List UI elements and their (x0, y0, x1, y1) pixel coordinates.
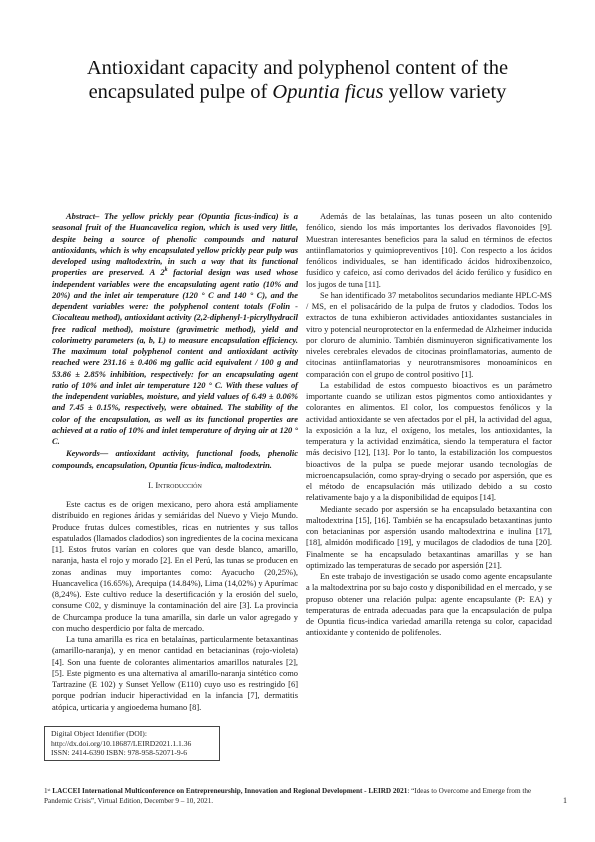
conference-footer (44, 787, 544, 806)
body-paragraph: La estabilidad de estos compuesto bioactivos es un parámetro importante cuando se utilizan estos pigmentos como antioxidantes y colorantes en alimentos. El color, los compuestos fenólicos y la actividad antioxidante se ven afectados por el pH, la actividad del agua, la exposición a la luz, el oxígeno, los metales, los antioxidantes, la temperatura y la actividad enzimática, siendo la temperatura el factor más decisivo [12], [13]. Por lo tanto, la estabilización los compuestos bioactivos de la pulpa se puede mejorar usando tecnologías de microencapsulación, como spray-drying o secado por aspersión, que es el método de encapsulación más utilizado debido a su costo relativamente bajo y a la disponibilidad de equipos [14]. (306, 379, 552, 503)
title-line-2-text: encapsulated pulpe of (88, 81, 273, 103)
footer-details: : “Ideas to Overcome and Emerge from the Pandemic Crisis”, Virtual Edition, December 9 – 10, 2021. (44, 787, 532, 805)
body-paragraph: Este cactus es de origen mexicano, pero ahora está ampliamente distribuido en regiones áridas y semiáridas del Nuevo y Viejo Mundo. Produce frutas dulces comestibles, ricas en nutrientes y sus tallos espatulados (llamados cladodios) son ingredientes de la cocina mexicana [1]. Estos frutos varían en colores que van desde blanco, amarillo, naranja, hasta el rojo y morado [2]. En el Perú, las tunas se producen en zonas andinas muy importantes como: Ayacucho (20,25%), Huancavelica (16.65%), Arequipa (14.84%), Lima (14,02%) y Apurímac (8,24%). Este cultivo reduce la desertificación y la erosión del suelo, consume C02, y disminuye la contaminación del aire [3]. La provincia de Churcampa produce la tuna amarilla, sin darle un valor agregado y con mucho desperdicio por falta de mercado. (52, 499, 299, 633)
section-title: Introducción (155, 479, 202, 490)
abstract-label: Abstract (66, 211, 96, 221)
page-number: 1 (563, 796, 567, 805)
keywords-text: –– antioxidant activity, functional foods, phenolic compounds, encapsulation, Opuntia ficus-indica, maltodextrin. (52, 448, 298, 470)
doi-label: Digital Object Identifier (DOI): (51, 729, 147, 738)
body-paragraph: Se han identificado 37 metabolitos secundarios mediante HPLC-MS / MS, en el polisacárido de la pulpa de frutos y cladodios. Todos los extractos de tuna exhibieron actividades antioxidantes sustanciales in vitro y potencial neuroprotector en la enfermedad de Alzheimer inducida por cloruro de aluminio. También disminuyeron significativamente los niveles cerebrales elevados de citocinas proinflamatorias, aumento de citocinas antiinflamatorias y neurotransmisores monoamínicos en comparación con el grupo de control positivo [1]. (306, 289, 552, 379)
title-line-2 (40, 80, 555, 104)
keywords (52, 448, 298, 471)
title-species-name: Opuntia ficus (272, 81, 384, 103)
body-paragraph: Mediante secado por aspersión se ha encapsulado betaxantina con maltodextrina [15], [16]. También se ha encapsulado betaxantinas junto con betacianinas por aspersión usando maltodextrina e inulina [17], [18], almidón modificado [19], y mucílagos de cladodios de tuna [20]. Finalmente se ha encapsulado betaxantinas amarillas y se han optimizado las temperaturas de secado por aspersión [21]. (306, 503, 552, 570)
body-paragraph: La tuna amarilla es rica en betalaínas, particularmente betaxantinas (amarillo-naranja), y en menor cantidad en betacianinas (rojo-violeta) [4]. Son una fuente de colorantes alimentarios amarillos naturales [2], [5]. Este pigmento es una alternativa al amarillo-naranja sintético como Tartrazine (E 102) y Sunset Yellow (E110) cuyo uso es restringido [6] porque podrían inducir hiperactividad en la infancia [7], dermatitis atópica, urticaria y angioedema humano [8]. (52, 634, 298, 712)
left-column (52, 211, 298, 713)
body-paragraph: Además de las betalaínas, las tunas poseen un alto contenido fenólico, siendo los más importantes los derivados flavonoides [9]. Muestran interesantes beneficios para la salud en términos de efectos antiinflamatorios y quimiopreventivos [10]. Con respecto a los ácidos fenólicos individuales, se han identificado ácidos hidroxibenzoico, fusídico y cafeico, así como derivados del ácido ferúlico y fusídico en los jugos de tuna [11]. (306, 211, 552, 289)
footer-conference-name: LACCEI International Multiconference on Entrepreneurship, Innovation and Regional Development - LEIRD 2021 (50, 787, 408, 795)
title-line-1: Antioxidant capacity and polyphenol content of the (86, 57, 509, 79)
doi-link[interactable]: http://dx.doi.org/10.18687/LEIRD2021.1.1.36 (51, 738, 192, 748)
abstract-superscript: k (164, 267, 168, 274)
doi-box (44, 726, 220, 761)
right-column (306, 211, 552, 639)
footer-edition: 1ˢᵗ (44, 787, 51, 795)
title-line-2-suffix: yellow variety (383, 81, 507, 103)
section-number: I. (148, 479, 154, 490)
paper-title (40, 56, 555, 104)
section-heading (52, 480, 298, 491)
abstract (52, 211, 298, 447)
keywords-label: Keywords (66, 448, 100, 459)
abstract-text: – The yellow prickly pear (Opuntia ficus-indica) is a seasonal fruit of the Huancavelica region, which is used very little, despite being a source of phenolic compounds and natural antioxidants, which is why encapsulated yellow prickly pear pulp was developed using maltodextrin, in such a way that its functional properties are preserved. A 2 (52, 211, 298, 278)
abstract-text-continued: factorial design was used whose independent variables were the encapsulating agent ratio (10% and 20%) and the inlet air temperature (120 ° C and 140 ° C), and the dependent variables were: the polyphenol content totals (Folin - Ciocalteau method), antioxidant activity (2,2-diphenyl-1-picrylhydracil free radical method), moisture (gravimetric method), yield and colorimetry parameters (a, b, L) to measure encapsulation efficiency. The maximum total polyphenol content and antioxidant activity reached were 231.16 ± 0.406 mg gallic acid equivalent / 100 g and 53.86 ± 2.85% inhibition, respectively: for an encapsulating agent ratio of 10% and inlet air temperature 120 ° C. With these values of the independent variables, moisture, and yield values of 6.49 ± 0.06% and 7.45 ± 0.15%, respectively, were obtained. The stability of the color of the encapsulation, as well as its functional properties are achieved at a ratio of 10% and inlet temperature of drying air at 120 ° C. (52, 267, 298, 446)
body-paragraph: En este trabajo de investigación se usado como agente encapsulante a la maltodextrina por su bajo costo y disponibilidad en el mercado, y se propuso obtener una relación pulpa: agente encapsulante (P: EA) y temperaturas de entrada adecuadas para que la encapsulación de pulpa de Opuntia ficus-indica variedad amarilla retenga su color, capacidad antioxidante y contenido de polifenoles. (306, 571, 552, 638)
issn-isbn: ISSN: 2414-6390 ISBN: 978-958-52071-9-6 (51, 748, 188, 758)
